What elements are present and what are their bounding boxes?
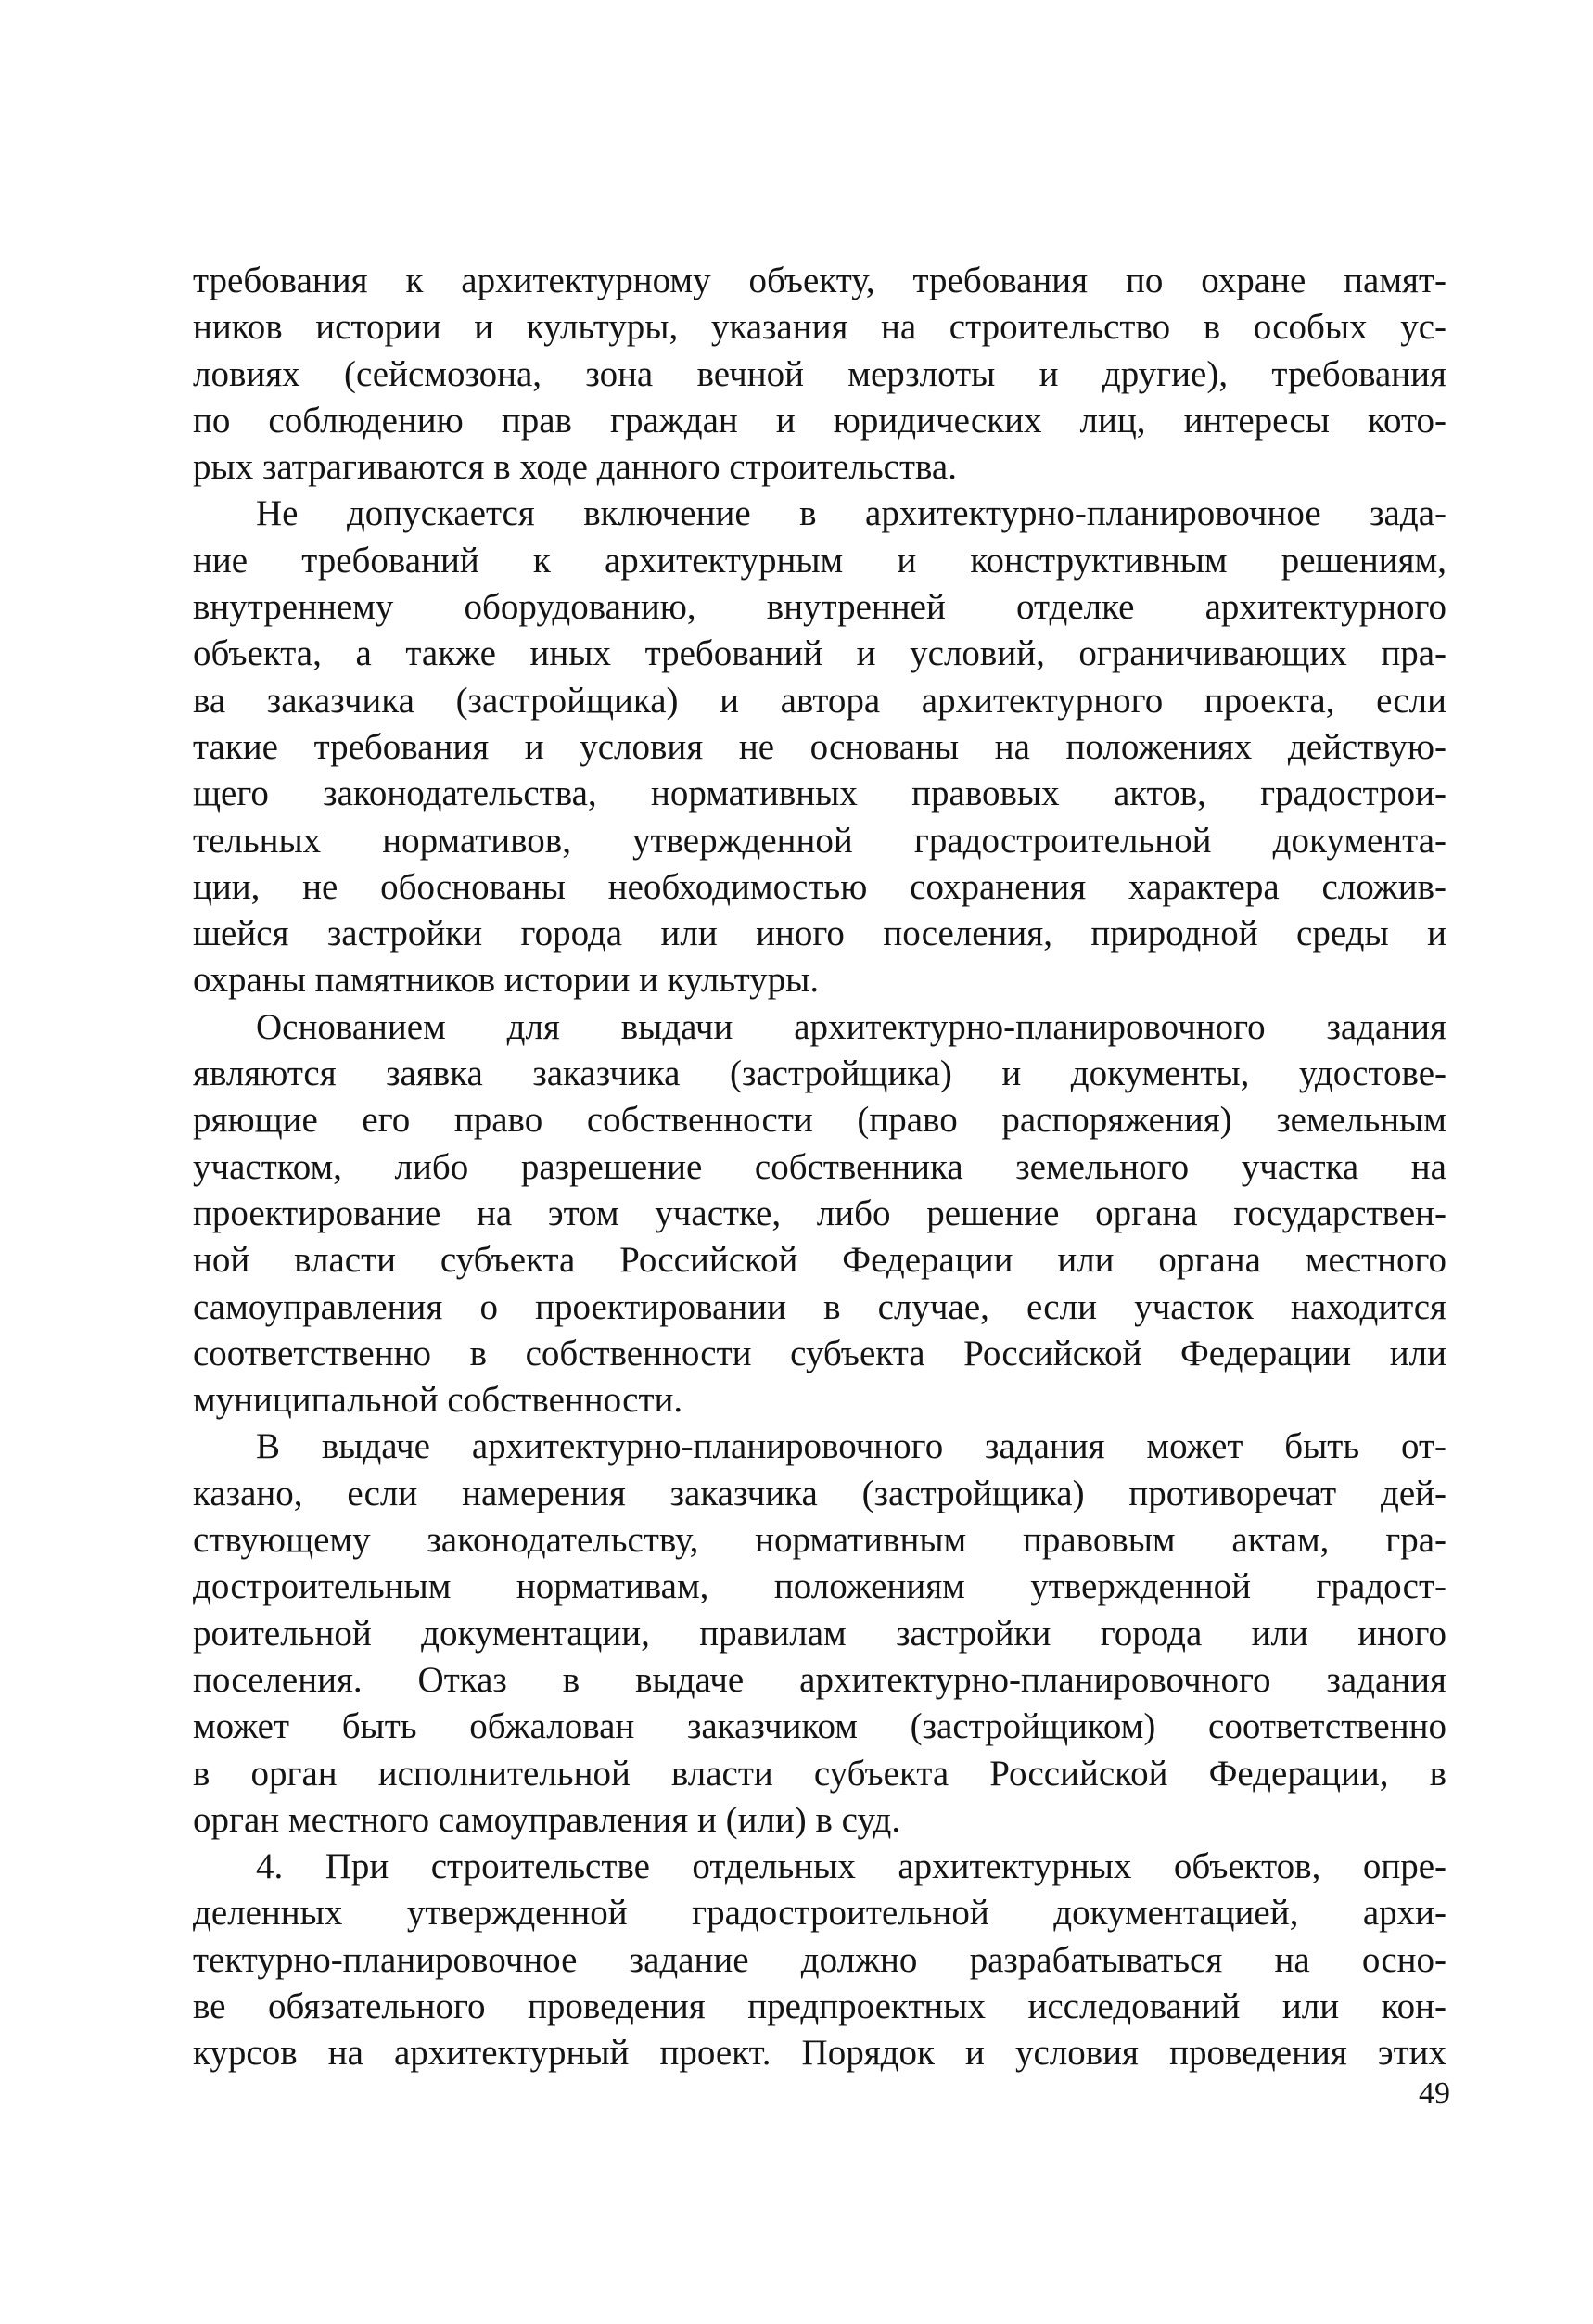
- text-line: ствующему законодательству, нормативным правовым актам, гра-: [193, 1520, 1446, 1561]
- text-line: деленных утвержденной градостроительной документацией, архи-: [193, 1893, 1446, 1934]
- text-line: орган местного самоуправления и (или) в суд.: [193, 1799, 901, 1840]
- text-line: ции, не обоснованы необходимостью сохранения характера сложив-: [193, 866, 1446, 907]
- text-line: роительной документации, правилам застройки города или иного: [193, 1613, 1446, 1654]
- text-line: ве обязательного проведения предпроектных исследований или кон-: [193, 1986, 1446, 2026]
- text-line: в орган исполнительной власти субъекта Российской Федерации, в: [193, 1753, 1446, 1794]
- text-line: шейся застройки города или иного поселения, природной среды и: [193, 913, 1446, 954]
- text-line: поселения. Отказ в выдаче архитектурно-планировочного задания: [193, 1659, 1446, 1700]
- text-line: ников истории и культуры, указания на строительство в особых ус-: [193, 307, 1446, 348]
- page-number: 49: [1419, 2076, 1450, 2111]
- text-line: рых затрагиваются в ходе данного строительства.: [193, 447, 957, 488]
- paragraph: [193, 1844, 1446, 2076]
- text-line: соответственно в собственности субъекта Российской Федерации или: [193, 1333, 1446, 1373]
- text-line: ва заказчика (застройщика) и автора архитектурного проекта, если: [193, 680, 1446, 721]
- text-line: проектирование на этом участке, либо решение органа государствен-: [193, 1193, 1446, 1233]
- text-line: муниципальной собственности.: [193, 1380, 683, 1421]
- text-line: объекта, а также иных требований и условий, ограничивающих пра-: [193, 633, 1446, 674]
- text-line: казано, если намерения заказчика (застройщика) противоречат дей-: [193, 1473, 1446, 1513]
- text-line: ловиях (сейсмозона, зона вечной мерзлоты и другие), требования: [193, 353, 1446, 394]
- text-line: участком, либо разрешение собственника земельного участка на: [193, 1146, 1446, 1187]
- text-line: по соблюдению прав граждан и юридических лиц, интересы кото-: [193, 400, 1446, 441]
- body-text: [193, 258, 1446, 2077]
- text-line: тельных нормативов, утвержденной градостроительной документа-: [193, 820, 1446, 861]
- text-line: такие требования и условия не основаны на положениях действую-: [193, 726, 1446, 767]
- paragraph: [193, 1424, 1446, 1844]
- text-line: ние требований к архитектурным и конструктивным решениям,: [193, 540, 1446, 581]
- text-line: Не допускается включение в архитектурно-планировочное зада-: [256, 493, 1446, 534]
- text-line: достроительным нормативам, положениям утвержденной градост-: [193, 1566, 1446, 1607]
- paragraph: [193, 491, 1446, 1003]
- paragraph: [193, 258, 1446, 491]
- text-line: являются заявка заказчика (застройщика) и документы, удостове-: [193, 1053, 1446, 1094]
- text-line: внутреннему оборудованию, внутренней отделке архитектурного: [193, 587, 1446, 628]
- text-line: щего законодательства, нормативных правовых актов, градострои-: [193, 773, 1446, 814]
- text-line: тектурно-планировочное задание должно разрабатываться на осно-: [193, 1939, 1446, 1980]
- text-line: самоуправления о проектировании в случае, если участок находится: [193, 1286, 1446, 1327]
- text-line: охраны памятников истории и культуры.: [193, 960, 820, 1001]
- text-line: может быть обжалован заказчиком (застройщиком) соответственно: [193, 1706, 1446, 1747]
- text-line: ной власти субъекта Российской Федерации или органа местного: [193, 1240, 1446, 1281]
- text-line: В выдаче архитектурно-планировочного задания может быть от-: [256, 1426, 1446, 1467]
- text-line: 4. При строительстве отдельных архитектурных объектов, опре-: [256, 1846, 1446, 1887]
- text-line: Основанием для выдачи архитектурно-планировочного задания: [256, 1006, 1446, 1047]
- text-line: ряющие его право собственности (право распоряжения) земельным: [193, 1100, 1446, 1141]
- paragraph: [193, 1004, 1446, 1424]
- text-line: требования к архитектурному объекту, требования по охране памят-: [193, 261, 1446, 300]
- text-line: курсов на архитектурный проект. Порядок и условия проведения этих: [193, 2033, 1446, 2074]
